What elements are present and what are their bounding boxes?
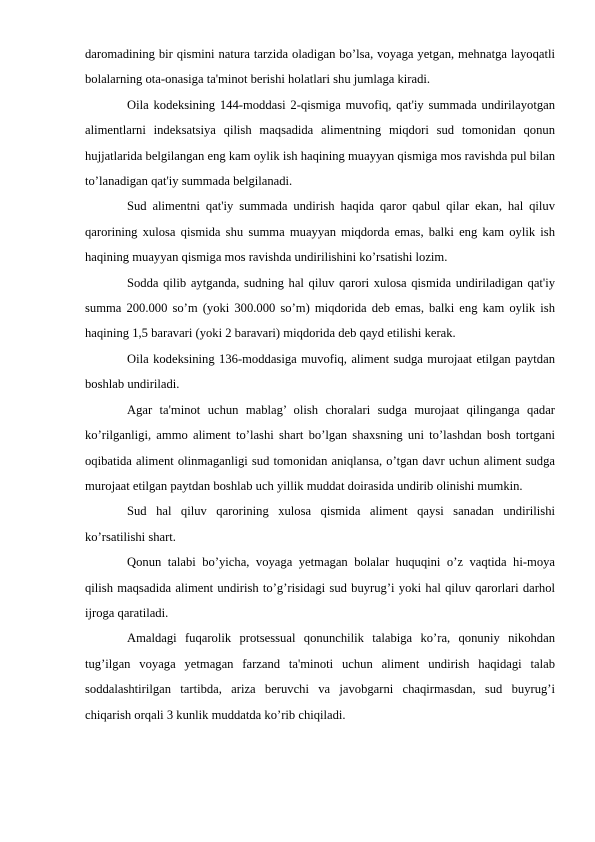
paragraph: Agar ta'minot uchun mablag’ olish choralari sudga murojaat qilinganga qadar ko’rilganligi, ammo aliment to’lashi shart bo’lgan shaxsning uni to’lashdan bosh tortgani oqibatida aliment olinmaganligi sud tomonidan aniqlansa, o’tgan davr uchun aliment sudga murojaat etilgan paytdan boshlab uch yillik muddat doirasida undirib olinishi mumkin.	[85, 402, 555, 493]
paragraph: Oila kodeksining 136-moddasiga muvofiq, aliment sudga murojaat etilgan paytdan boshlab undiriladi.	[85, 351, 555, 392]
paragraph: Oila kodeksining 144-moddasi 2-qismiga muvofiq, qat'iy summada undirilayotgan alimentlarni indeksatsiya qilish maqsadida alimentning miqdori sud tomonidan qonun hujjatlarida belgilangan eng kam oylik ish haqining muayyan qismiga mos ravishda pul bilan to’lanadigan qat'iy summada belgilanadi.	[85, 97, 555, 189]
paragraph: daromadining bir qismini natura tarzida oladigan bo’lsa, voyaga yetgan, mehnatga layoqatli bolalarning ota-onasiga ta'minot berishi holatlari shu jumlaga kiradi.	[85, 47, 555, 87]
paragraph: Qonun talabi bo’yicha, voyaga yetmagan bolalar huquqini o’z vaqtida hi-moya qilish maqsadida aliment undirish to’g’risidagi sud buyrug’i yoki hal qiluv qarorlari darhol ijroga qaratiladi.	[85, 555, 555, 620]
paragraph: Sud alimentni qat'iy summada undirish haqida qaror qabul qilar ekan, hal qiluv qarorining xulosa qismida shu summa muayyan miqdorda emas, balki eng kam oylik ish haqining muayyan qismiga mos ravishda undirilishini ko’rsatishi lozim.	[85, 199, 555, 265]
paragraph: Amaldagi fuqarolik protsessual qonunchilik talabiga ko’ra, qonuniy nikohdan tug’ilgan voyaga yetmagan farzand ta'minoti uchun aliment undirish haqidagi talab soddalashtirilgan tartibda, ariza beruvchi va javobgarni chaqirmasdan, sud buyrug’i chiqarish orqali 3 kunlik muddatda ko’rib chiqiladi.	[85, 631, 555, 722]
paragraph: Sodda qilib aytganda, sudning hal qiluv qarori xulosa qismida undiriladigan qat'iy summa 200.000 so’m (yoki 300.000 so’m) miqdorida deb emas, balki eng kam oylik ish haqining 1,5 baravari (yoki 2 baravari) miqdorida deb qayd etilishi kerak.	[85, 275, 555, 341]
document-body	[85, 42, 555, 728]
paragraph: Sud hal qiluv qarorining xulosa qismida aliment qaysi sanadan undirilishi ko’rsatilishi shart.	[85, 504, 555, 544]
